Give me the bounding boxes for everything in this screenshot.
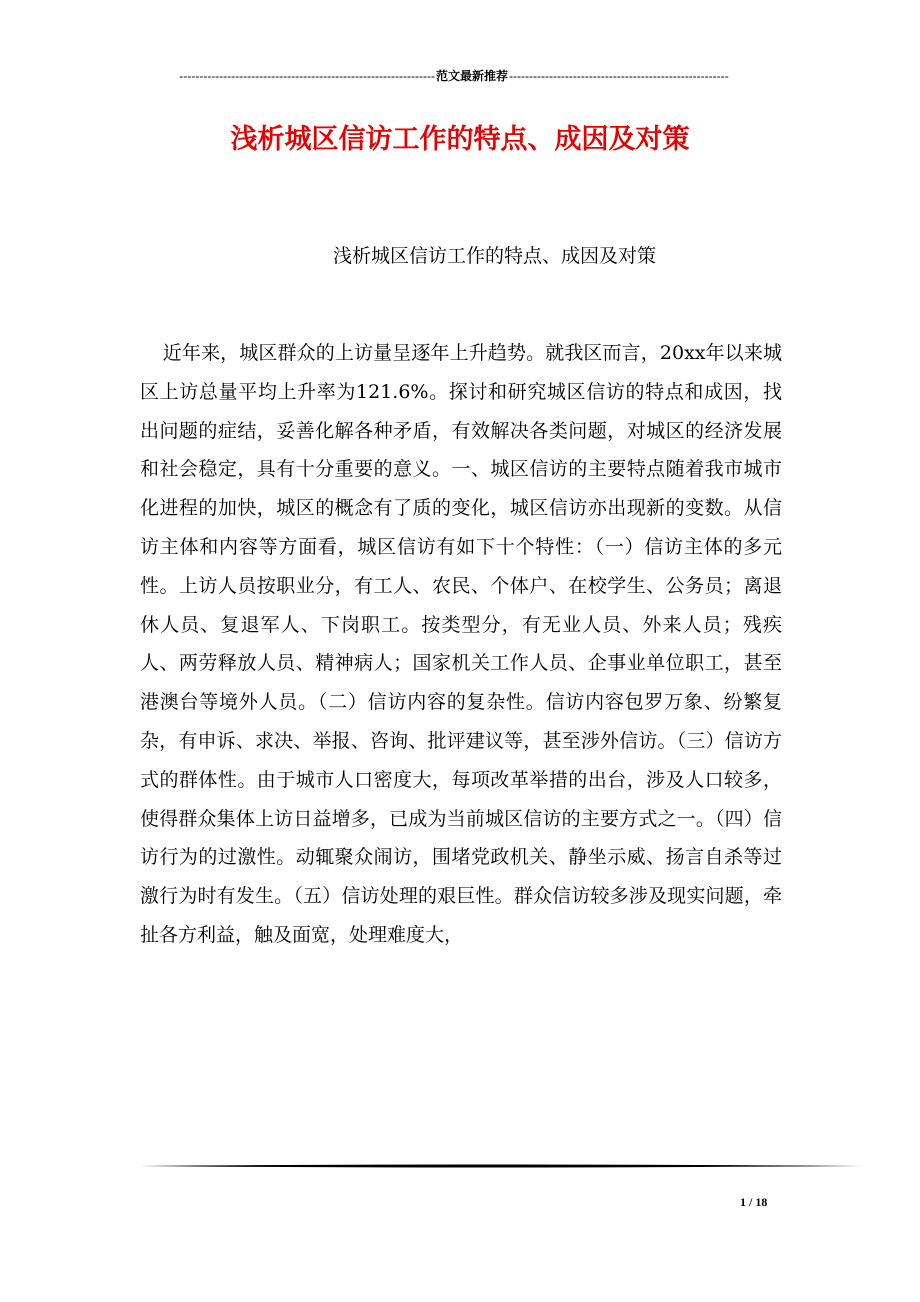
header-dashes-left: ---------------------------------------------------------------- xyxy=(179,69,435,83)
page-number: 1 / 18 xyxy=(740,1195,768,1209)
document-subtitle: 浅析城区信访工作的特点、成因及对策 xyxy=(333,245,657,267)
footer-divider xyxy=(140,1163,862,1169)
document-title: 浅析城区信访工作的特点、成因及对策 xyxy=(230,124,690,155)
page-header xyxy=(140,68,768,84)
header-label: 范文最新推荐 xyxy=(435,69,508,83)
header-dashes-right: ------------------------------------------------------- xyxy=(508,69,729,83)
body-paragraph: 近年来，城区群众的上访量呈逐年上升趋势。就我区而言，20xx年以来城区上访总量平均上升率为121.6%。探讨和研究城区信访的特点和成因，找出问题的症结，妥善化解各种矛盾，有效解决各类问题，对城区的经济发展和社会稳定，具有十分重要的意义。一、城区信访的主要特点随着我市城市化进程的加快，城区的概念有了质的变化，城区信访亦出现新的变数。从信访主体和内容等方面看，城区信访有如下十个特性：（一）信访主体的多元性。上访人员按职业分，有工人、农民、个体户、在校学生、公务员；离退休人员、复退军人、下岗职工。按类型分，有无业人员、外来人员；残疾人、两劳释放人员、精神病人；国家机关工作人员、企事业单位职工，甚至港澳台等境外人员。（二）信访内容的复杂性。信访内容包罗万象、纷繁复杂，有申诉、求决、举报、咨询、批评建议等，甚至涉外信访。（三）信访方式的群体性。由于城市人口密度大，每项改革举措的出台，涉及人口较多，使得群众集体上访日益增多，已成为当前城区信访的主要方式之一。（四）信访行为的过激性。动辄聚众闹访，围堵党政机关、静坐示威、扬言自杀等过激行为时有发生。（五）信访处理的艰巨性。群众信访较多涉及现实问题，牵扯各方利益，触及面宽，处理难度大， xyxy=(140,342,782,946)
